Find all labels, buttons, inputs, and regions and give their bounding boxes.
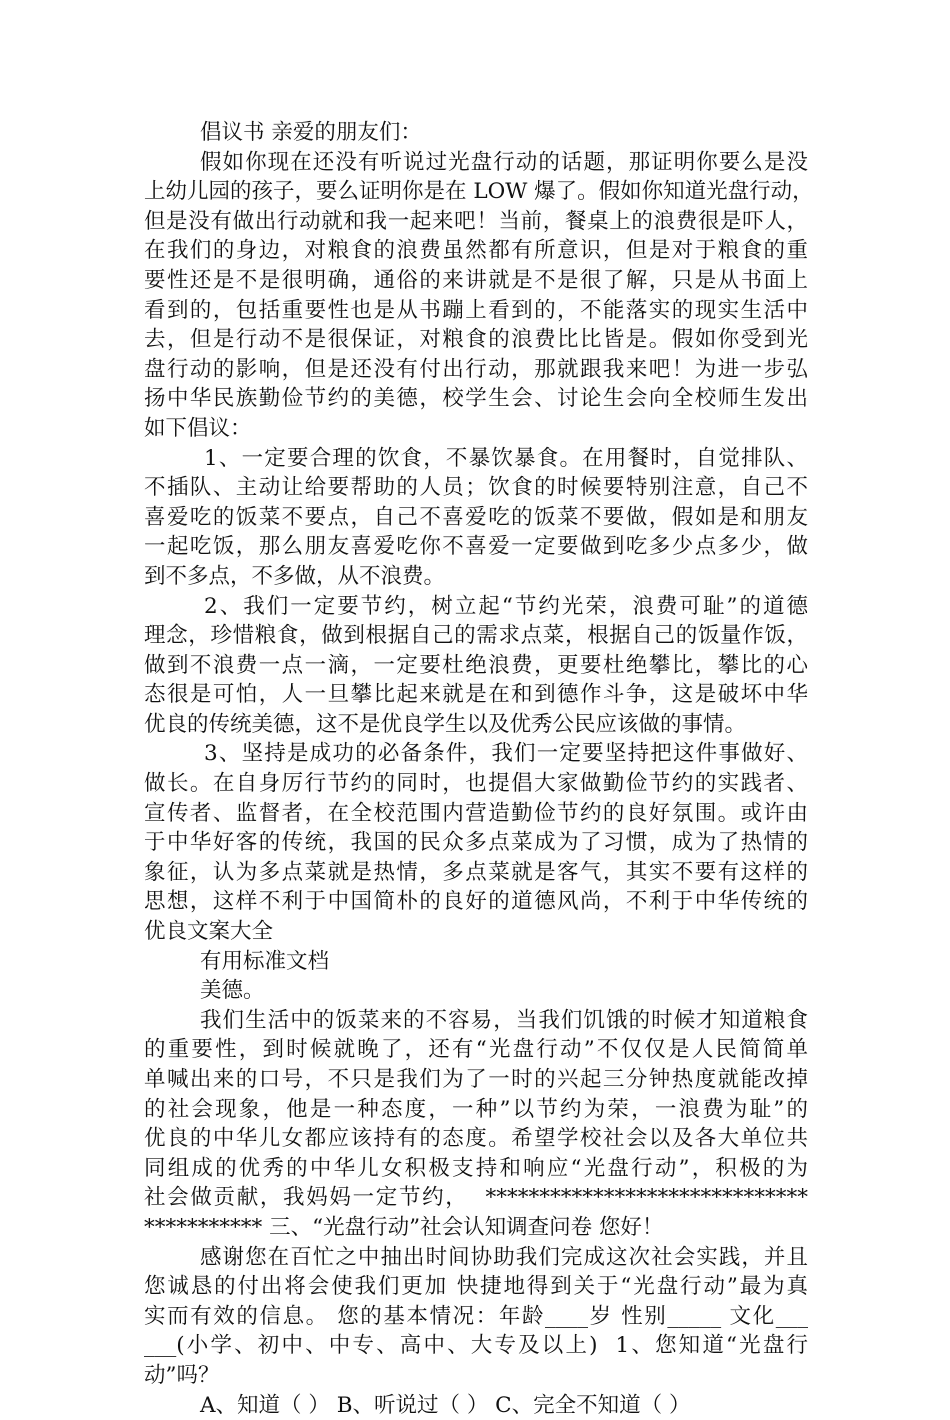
text-line: 理念，珍惜粮食，做到根据自己的需求点菜，根据自己的饭量作饭， — [144, 623, 808, 649]
text-line: 不插队、主动让给要帮助的人员；饮食的时候要特别注意，自己不 — [144, 475, 808, 501]
text-line: 社会做贡献，我妈妈一定节约， ****************************** — [144, 1185, 808, 1211]
text-line: 1、一定要合理的饮食，不暴饮暴食。在用餐时，自觉排队、 — [204, 445, 808, 471]
text-line: 盘行动的影响，但是还没有付出行动，那就跟我来吧！为进一步弘 — [144, 356, 808, 382]
text-line: 做长。在自身厉行节约的同时，也提倡大家做勤俭节约的实践者、 — [144, 771, 808, 797]
text-line: 宣传者、监督者，在全校范围内营造勤俭节约的良好氛围。或许由 — [144, 800, 808, 826]
text-line: 3、坚持是成功的必备条件，我们一定要坚持把这件事做好、 — [204, 741, 808, 767]
text-line: 同组成的优秀的中华儿女积极支持和响应“光盘行动”，积极的为 — [144, 1155, 808, 1181]
text-line: 动”吗？ — [144, 1362, 220, 1388]
text-line: 倡议书 亲爱的朋友们： — [200, 120, 422, 145]
text-line: 上幼儿园的孩子，要么证明你是在 LOW 爆了。假如你知道光盘行动， — [144, 179, 814, 205]
text-line: 您诚恳的付出将会使我们更加 快捷地得到关于“光盘行动”最为真 — [144, 1274, 808, 1300]
text-line: 要性还是不是很明确，通俗的来讲就是不是很了解，只是从书面上 — [144, 267, 808, 293]
text-line: 思想，这样不利于中国简朴的良好的道德风尚，不利于中华传统的 — [144, 889, 808, 915]
text-line: 于中华好客的传统，我国的民众多点菜成为了习惯，成为了热情的 — [144, 830, 808, 856]
text-line: 但是没有做出行动就和我一起来吧！当前，餐桌上的浪费很是吓人， — [144, 208, 808, 234]
text-line: 的重要性，到时候就晚了，还有“光盘行动”不仅仅是人民简简单 — [144, 1037, 808, 1063]
text-line: 优良文案大全 — [144, 919, 274, 945]
text-line: 如下倡议： — [144, 415, 252, 441]
text-line: 做到不浪费一点一滴，一定要杜绝浪费，更要杜绝攀比，攀比的心 — [144, 652, 808, 678]
text-line: 去，但是行动不是很保证，对粮食的浪费比比皆是。假如你受到光 — [144, 327, 808, 353]
text-line: 一起吃饭，那么朋友喜爱吃你不喜爱一定要做到吃多少点多少，做 — [144, 534, 808, 560]
text-line: 象征，认为多点菜就是热情，多点菜就是客气，其实不要有这样的 — [144, 859, 808, 885]
text-line: 在我们的身边，对粮食的浪费虽然都有所意识，但是对于粮食的重 — [144, 238, 808, 264]
text-line: ___(小学、初中、中专、高中、大专及以上) 1、您知道“光盘行 — [144, 1333, 808, 1359]
text-line: 单喊出来的口号，不只是我们为了一时的兴起三分钟热度就能改掉 — [144, 1067, 808, 1092]
text-line: 态很是可怕，人一旦攀比起来就是在和到德作斗争，这是破坏中华 — [144, 682, 808, 708]
text-line: *********** 三、“光盘行动”社会认知调查问卷 您好！ — [144, 1214, 664, 1240]
text-line: A、知道（ ） B、听说过（ ） C、完全不知道（ ） — [200, 1392, 691, 1418]
text-line: 我们生活中的饭菜来的不容易，当我们饥饿的时候才知道粮食 — [200, 1007, 808, 1033]
text-line: 优良的中华儿女都应该持有的态度。希望学校社会以及各大单位共 — [144, 1126, 808, 1152]
text-line: 美德。 — [200, 978, 265, 1004]
text-line: 的社会现象，他是一种态度，一种”以节约为荣，一浪费为耻”的 — [144, 1096, 808, 1122]
text-line: 到不多点，不多做，从不浪费。 — [144, 563, 446, 589]
text-line: 实而有效的信息。 您的基本情况：年龄____岁 性别_____ 文化___ — [144, 1303, 808, 1329]
text-line: 2、我们一定要节约，树立起“节约光荣，浪费可耻”的道德 — [204, 593, 808, 619]
text-line: 感谢您在百忙之中抽出时间协助我们完成这次社会实践，并且 — [200, 1244, 808, 1270]
text-line: 假如你现在还没有听说过光盘行动的话题，那证明你要么是没 — [200, 149, 808, 175]
text-line: 有用标准文档 — [200, 948, 330, 974]
text-line: 优良的传统美德，这不是优良学生以及优秀公民应该做的事情。 — [144, 711, 747, 737]
document-page — [144, 118, 814, 1420]
text-line: 扬中华民族勤俭节约的美德，校学生会、讨论生会向全校师生发出 — [144, 386, 808, 412]
text-line: 看到的，包括重要性也是从书蹦上看到的，不能落实的现实生活中 — [144, 297, 808, 323]
text-line: 喜爱吃的饭菜不要点，自己不喜爱吃的饭菜不要做，假如是和朋友 — [144, 504, 808, 530]
